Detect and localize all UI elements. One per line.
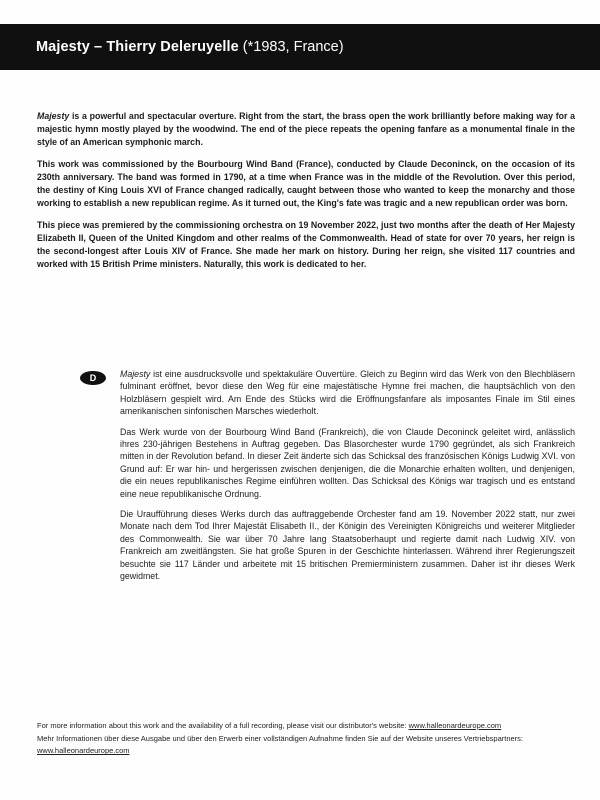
german-paragraph-1: [120, 368, 575, 418]
work-title-italic: Majesty: [37, 111, 70, 121]
title-banner: [0, 24, 600, 70]
english-paragraph-1: [37, 110, 575, 149]
footer-text-en: For more information about this work and the availability of a full recording, please visit our distributor's website:: [37, 721, 409, 730]
german-program-notes: [120, 368, 575, 583]
english-paragraph-3: This piece was premiered by the commissioning orchestra on 19 November 2022, just two months after the death of Her Majesty Elizabeth II, Queen of the United Kingdom and other realms of the Commonwealth. Head of state for over 70 years, her reign is the second-longest after Louis XIV of France. She made her mark on history. During her reign, she visited 117 countries and worked with 15 British Prime ministers. Naturally, this work is dedicated to her.: [37, 220, 575, 269]
german-language-badge: D: [80, 371, 106, 385]
distributor-link-de[interactable]: www.halleonardeurope.com: [37, 746, 130, 756]
german-section: [0, 368, 600, 591]
german-paragraph-3: Die Uraufführung dieses Werks durch das auftraggebende Orchester fand am 19. November 2022 statt, nur zwei Monate nach dem Tod Ihrer Majestät Elisabeth II., der Königin des Vereinigten Königreichs und weiterer Mitglieder des Commonwealth. Sie war über 70 Jahre lang Staatsoberhaupt und regierte damit nach Ludwig XIV. von Frankreich am zweitlängsten. Sie hat große Spuren in der Geschichte hinterlassen. Während ihrer Regierungszeit besuchte sie 117 Länder und arbeitete mit 15 britischen Premierministern zusammen. Daher ist ihr dieses Werk gewidmet.: [120, 509, 575, 582]
german-paragraph-2: Das Werk wurde von der Bourbourg Wind Band (Frankreich), die von Claude Deconinck geleitet wird, anlässlich ihres 230-jährigen Bestehens in Auftrag gegeben. Das Blasorchester wurde 1790 gegründet, als sich Frankreich mitten in der Revolution befand. In dieser Zeit änderte sich das Schicksal des französischen Königs Ludwig XVI. von Grund auf: Er war hin- und hergerissen zwischen denjenigen, die die Monarchie erhalten wollten, und denjenigen, die ein neues republikanisches Regime einführen wollten. Das Schicksal des Königs war tragisch und es entstand eine neue republikanische Ordnung.: [120, 426, 575, 499]
english-paragraph-2: This work was commissioned by the Bourbourg Wind Band (France), conducted by Claude Deconinck, on the occasion of its 230th anniversary. The band was formed in 1790, at a time when France was in the middle of the Revolution. Over this period, the destiny of King Louis XVI of France changed radically, caught between those who wanted to keep the monarchy and those working to establish a new republican regime. As it turned out, the King's fate was tragic and a new republican order was born.: [37, 159, 575, 208]
paragraph-text: ist eine ausdrucksvolle und spektakuläre Ouvertüre. Gleich zu Beginn wird das Werk von den Blechbläsern fulminant eröffnet, bevor diese den Weg für eine majestätische Hymne frei machen, die hauptsächlich von den Holzbläsern gespielt wird. Am Ende des Stücks wird die Eröffnungsfanfare als imposantes Finale im Stil eines amerikanischen sinfonischen Marsches wiederholt.: [120, 369, 575, 417]
footer: [37, 720, 575, 758]
paragraph-text: is a powerful and spectacular overture. Right from the start, the brass open the work brilliantly before making way for a majestic hymn mostly played by the woodwind. The end of the piece repeats the opening fanfare as a monumental finale in the style of an American symphonic march.: [37, 111, 575, 147]
english-program-notes: [37, 110, 575, 280]
page-title: Majesty – Thierry Deleruyelle: [36, 39, 239, 55]
work-title-italic: Majesty: [120, 369, 151, 379]
footer-line-en: [37, 720, 575, 733]
footer-text-de: Mehr Informationen über diese Ausgabe und über den Erwerb einer vollständigen Aufnahme finden Sie auf der Website unseres Vertriebspartners:: [37, 733, 523, 743]
distributor-link-en[interactable]: www.halleonardeurope.com: [408, 721, 502, 730]
footer-line-de-link: [37, 745, 575, 758]
page-title-details: (*1983, France): [238, 39, 344, 55]
